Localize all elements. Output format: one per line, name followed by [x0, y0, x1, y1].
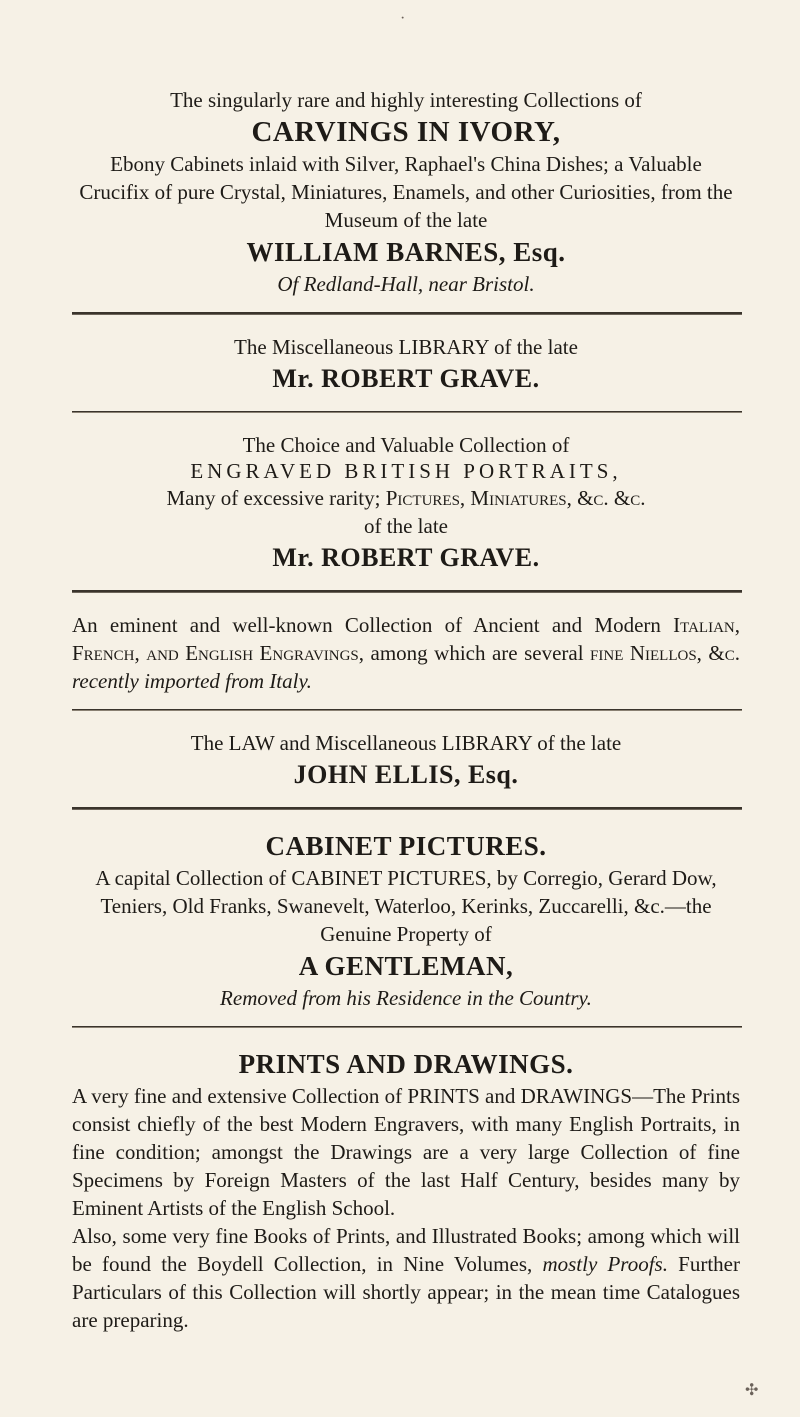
books-description [72, 1222, 740, 1334]
carvings-description: Ebony Cabinets inlaid with Silver, Raphael's China Dishes; a Valuable Crucifix of pure Crystal, Miniatures, Enamels, and other Curiosities, from the Museum of the late [79, 152, 733, 232]
of-the-late: of the late [364, 514, 448, 538]
removed-line: Removed from his Residence in the Country. [220, 986, 592, 1010]
portraits-rarity-line [72, 484, 740, 512]
library-intro: The Miscellaneous LIBRARY of the late [234, 335, 578, 359]
heading-cabinet-pictures: CABINET PICTURES. [265, 831, 547, 861]
pictures-text: Pictures, Miniatures, &c. &c. [385, 486, 646, 510]
books-text-1: Also, some very fine Books of Prints, and Illustrated Books; among which will be found the Boydell Collection, in Nine Volumes, [72, 1224, 740, 1276]
heading-carvings: CARVINGS IN IVORY, [251, 116, 561, 148]
proofs-text: mostly Proofs. [542, 1252, 668, 1276]
engravings-nations: Italian, French, and English Engravings, [72, 613, 740, 665]
section-portraits [72, 431, 740, 576]
section-library-grave [72, 333, 740, 397]
engravings-text-1: An eminent and well-known Collection of Ancient and Modern [72, 613, 674, 637]
section-carvings [72, 86, 740, 298]
heading-john-ellis: JOHN ELLIS, Esq. [293, 760, 519, 789]
portraits-intro: The Choice and Valuable Collection of [242, 433, 570, 457]
books-text-2: Further Particulars of this Collection will shortly appear; in the mean time Catalogues are preparing. [72, 1252, 740, 1332]
section-prints-drawings [72, 1046, 740, 1334]
section-engravings [72, 611, 740, 695]
law-library-intro: The LAW and Miscellaneous LIBRARY of the late [190, 731, 622, 755]
divider [72, 312, 742, 315]
heading-robert-grave-2: Mr. ROBERT GRAVE. [272, 543, 540, 572]
stain-mark: · [400, 10, 406, 27]
section-cabinet-pictures [72, 828, 740, 1012]
ornament-icon: ✣ [745, 1382, 759, 1399]
heading-gentleman: A GENTLEMAN, [298, 951, 514, 981]
engravings-text-2: among which are several [364, 641, 591, 665]
niellos-text: fine Niellos, &c. [590, 641, 740, 665]
intro-line: The singularly rare and highly interesting Collections of [170, 88, 642, 112]
divider [72, 411, 742, 413]
heading-robert-grave: Mr. ROBERT GRAVE. [272, 364, 540, 393]
heading-engraved-portraits: ENGRAVED BRITISH PORTRAITS, [190, 459, 622, 483]
prints-description: A very fine and extensive Collection of PRINTS and DRAWINGS—The Prints consist chiefly of the best Modern Engravers, with many English Portraits, in fine condition; amongst the Drawings are a very large Collection of fine Specimens by Foreign Masters of the last Half Century, besides many by Eminent Artists of the English School. [72, 1084, 740, 1220]
divider [72, 1026, 742, 1028]
rarity-text: Many of excessive rarity; [166, 486, 386, 510]
divider [72, 807, 742, 810]
residence-line: Of Redland-Hall, near Bristol. [277, 272, 535, 296]
imported-text: recently imported from Italy. [72, 669, 312, 693]
divider [72, 709, 742, 711]
divider [72, 590, 742, 593]
heading-prints-drawings: PRINTS AND DRAWINGS. [238, 1049, 574, 1079]
section-law-library [72, 729, 740, 793]
cabinet-description: A capital Collection of CABINET PICTURES, by Corregio, Gerard Dow, Teniers, Old Franks, Swanevelt, Waterloo, Kerinks, Zuccarelli, &c.—the Genuine Property of [95, 866, 717, 946]
heading-william-barnes: WILLIAM BARNES, Esq. [246, 237, 566, 267]
